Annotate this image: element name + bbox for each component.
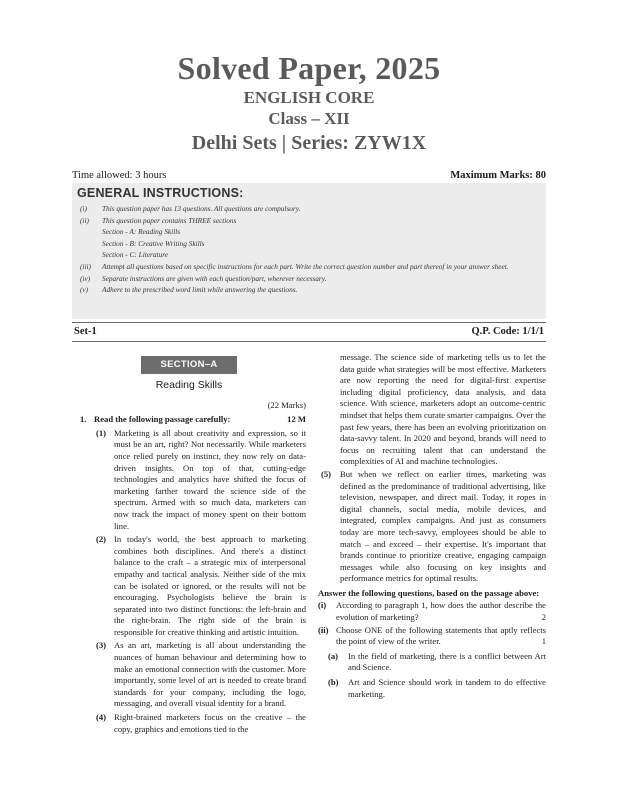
class-label: Class – XII (268, 109, 350, 128)
instructions-heading: GENERAL INSTRUCTIONS: (77, 186, 244, 200)
instruction-item: (v) Adhere to the prescribed word limit while answering the questions. (80, 285, 298, 295)
instruction-subitem: Section - C: Literature (102, 250, 168, 260)
time-allowed: Time allowed: 3 hours (72, 170, 167, 181)
section-marks: (22 Marks) (267, 399, 306, 410)
exam-meta (72, 170, 546, 181)
sub-question-marks: 2 (541, 612, 546, 623)
question-1: 1. Read the following passage carefully: 12 M (80, 414, 306, 425)
paper-title: Solved Paper, 2025 (177, 50, 441, 86)
set-bar (72, 322, 546, 342)
instruction-item: (iv) Separate instructions are given with each question/part, wherever necessary. (80, 273, 327, 283)
passage-paragraph: (1) Marketing is all about creativity and expression, so it must be an art, right? Not necessarily. While marketers once relied purely on instinct, they now rely on data-driven insights. On top of that, cutting-edge technologies and analytics have shifted the focus of marketing farther toward the science side of the spectrum. Armed with so much data, marketers can now track the impact of money spent on their bottom line. (96, 427, 306, 531)
instruction-subitem: Section - B: Creative Writing Skills (102, 238, 205, 248)
qp-code: Q.P. Code: 1/1/1 (471, 326, 544, 337)
passage-paragraph: (2) In today's world, the best approach to marketing combines both disciplines. And there's a distinct balance to the craft – a strategic mix of interpersonal empathy and tactical analysis. Neither side of the mix can be isolated or ignored, or the results will not be encouraging. Psychologists believe the brain is separated into two distinct functions: the left-brain and the right-brain. The right side of the brain is responsible for creative thinking and artistic intuition. (96, 534, 306, 637)
maximum-marks: Maximum Marks: 80 (450, 170, 546, 181)
set-label: Set-1 (74, 326, 97, 337)
instruction-subitem: Section - A: Reading Skills (102, 227, 181, 237)
passage-paragraph: (3) As an art, marketing is all about understanding the nuances of human behaviour and determining how to make an emotional connection with the customer. More importantly, some level of art is needed to create brand standards for your company, including the logo, messaging, and overall visual identity for a brand. (96, 640, 306, 709)
passage-paragraph: (5) But when we reflect on earlier times, marketing was defined as the predominance of traditional advertising, like television, newspaper, and direct mail. Today, it ropes in digital channels, social media, mobile devices, and integrated, complex campaigns. And just as consumers today are more tech-savvy, employees should be able to match – and exceed – their expertise. It's important that brands continue to prioritize creative, engaging campaign messages while also focusing on key insights and performance metrics for optimal results. (321, 468, 546, 584)
right-column (318, 352, 546, 700)
instruction-item: (ii) This question paper contains THREE sections (80, 215, 237, 225)
general-instructions-box (72, 183, 546, 319)
section-title: Reading Skills (155, 379, 223, 391)
series-label: Delhi Sets | Series: ZYW1X (191, 132, 427, 154)
answer-prompt: Answer the following questions, based on the passage above: (318, 587, 540, 598)
subject-name: ENGLISH CORE (243, 88, 375, 107)
sub-question: (ii) Choose ONE of the following statements that aptly reflects the point of view of the writer. 1 (318, 624, 546, 647)
passage-continuation: message. The science side of marketing tells us to let the data guide what strategies will be most effective. Marketers are now reporting the need for digital-first expertise including digital proficiency, data analysis, and data science. With science, marketers adopt an outcome-centric mindset that helps them curate smarter campaigns. Over the past few years, there has been an evolving prioritization on data-savvy talent. In 2020 and beyond, brands will need to focus on recruiting talent that can understand the complexities of AI and machine technologies. (340, 352, 546, 467)
instruction-item: (i) This question paper has 13 questions. All questions are compulsory. (80, 204, 301, 213)
instruction-item: (iii) Attempt all questions based on specific instructions for each part. Write the correct question number and part thereof in your answer sheet. (80, 261, 509, 271)
sub-question: (i) According to paragraph 1, how does the author describe the evolution of marketing? 2 (318, 600, 546, 623)
left-column (72, 356, 306, 735)
section-a-badge: SECTION–A (141, 356, 237, 374)
sub-question-marks: 1 (541, 636, 546, 647)
instructions-list (72, 203, 546, 296)
answer-option: (b) Art and Science should work in tandem to do effective marketing. (328, 677, 546, 699)
answer-option: (a) In the field of marketing, there is a conflict between Art and Science. (328, 650, 546, 673)
passage-paragraph: (4) Right-brained marketers focus on the creative – the copy, graphics and emotions tied to the (96, 712, 306, 734)
question-marks: 12 M (287, 414, 306, 425)
